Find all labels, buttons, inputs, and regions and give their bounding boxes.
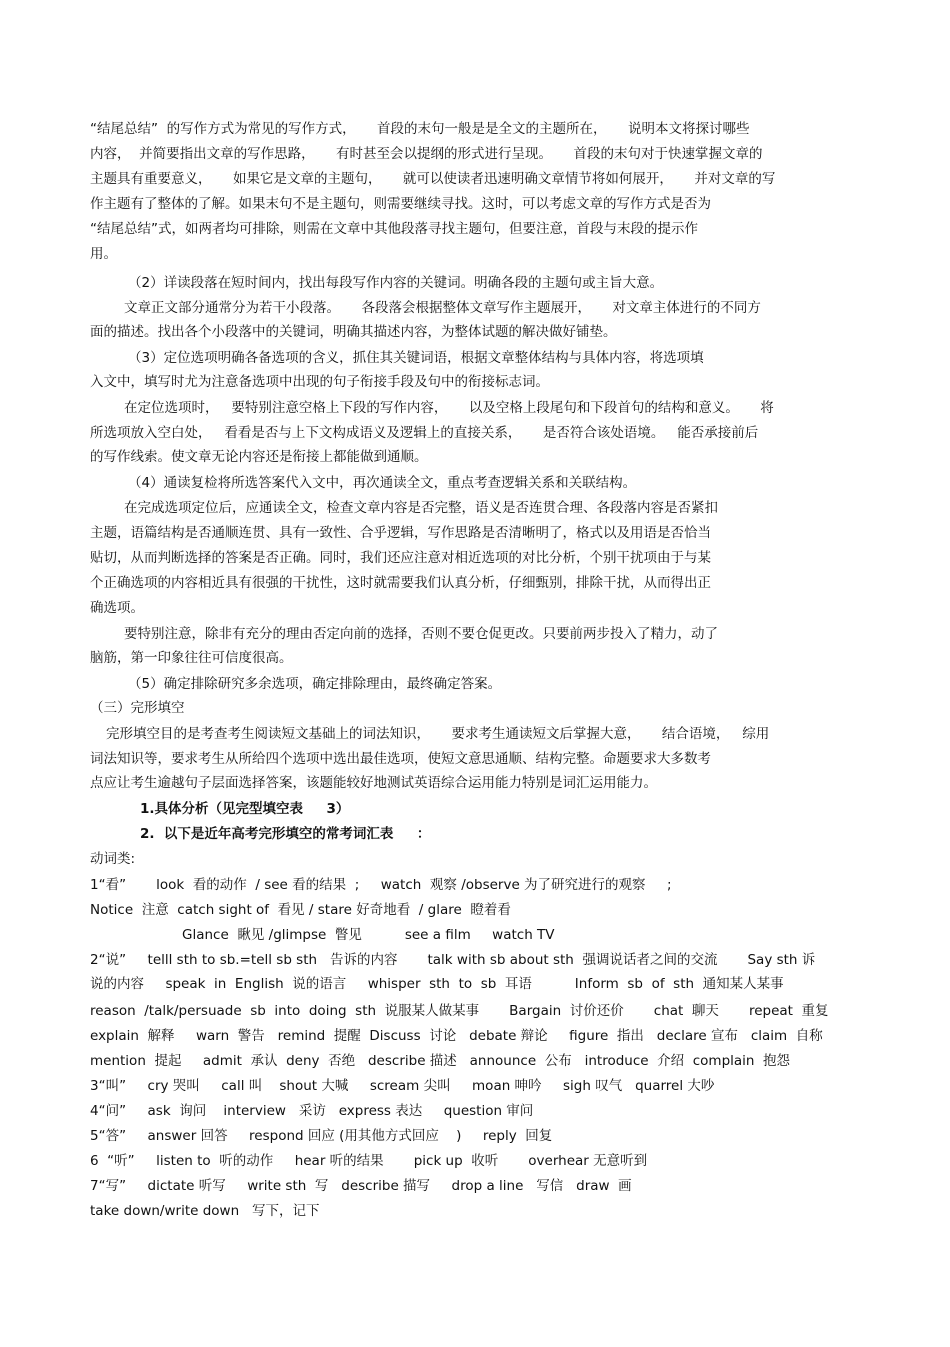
text-line: 贴切，从而判断选择的答案是否正确。同时，我们还应注意对相近选项的对比分析，个别干扰项由于与某 <box>90 550 711 566</box>
text-line: 在完成选项定位后，应通读全文，检查文章内容是否完整，语义是否连贯合理、各段落内容是否紧扣 <box>124 500 718 516</box>
text-line: 面的描述。找出各个小段落中的关键词，明确其描述内容，为整体试题的解决做好铺垫。 <box>90 324 617 340</box>
text-line: （3）定位选项明确各备选项的含义，抓住其关键词语，根据文章整体结构与具体内容，将选项填 <box>128 350 704 366</box>
text-line: 7“写” dictate 听写 write sth 写 describe 描写 drop a line 写信 draw 画 <box>90 1178 632 1194</box>
text-line: Glance 瞅见 /glimpse 瞥见 see a film watch TV <box>182 927 555 943</box>
text-line: 文章正文部分通常分为若干小段落。 各段落会根据整体文章写作主题展开， 对文章主体进行的不同方 <box>124 300 761 316</box>
text-line: 在定位选项时， 要特别注意空格上下段的写作内容， 以及空格上段尾句和下段首句的结构和意义。 将 <box>124 400 774 416</box>
text-line: 入文中，填写时尤为注意备选项中出现的句子衔接手段及句中的衔接标志词。 <box>90 374 549 390</box>
text-line: 个正确选项的内容相近具有很强的干扰性，这时就需要我们认真分析，仔细甄别，排除干扰，从而得出正 <box>90 575 711 591</box>
text-line: 脑筋，第一印象往往可信度很高。 <box>90 650 293 666</box>
text-line: （三）完形填空 <box>90 700 185 716</box>
text-line: 3“叫” cry 哭叫 call 叫 shout 大喊 scream 尖叫 moan 呻吟 sigh 叹气 quarrel 大吵 <box>90 1078 715 1094</box>
text-line: 词法知识等，要求考生从所给四个选项中选出最佳选项，使短文意思通顺、结构完整。命题要求大多数考 <box>90 751 711 767</box>
text-line: 所选项放入空白处， 看看是否与上下文构成语义及逻辑上的直接关系， 是否符合该处语境。 能否承接前后 <box>90 425 759 441</box>
text-line: “结尾总结” 的写作方式为常见的写作方式， 首段的末句一般是是全文的主题所在， 说明本文将探讨哪些 <box>90 121 750 137</box>
text-line: reason /talk/persuade sb into doing sth 说服某人做某事 Bargain 讨价还价 chat 聊天 repeat 重复 <box>90 1003 829 1019</box>
text-line: 要特别注意，除非有充分的理由否定向前的选择，否则不要仓促更改。只要前两步投入了精力，动了 <box>124 626 718 642</box>
text-line: mention 提起 admit 承认 deny 否绝 describe 描述 announce 公布 introduce 介绍 complain 抱怨 <box>90 1053 791 1069</box>
text-line: 点应让考生逾越句子层面选择答案，该题能较好地测试英语综合运用能力特别是词汇运用能力。 <box>90 775 657 791</box>
text-line: 说的内容 speak in English 说的语言 whisper sth to sb 耳语 Inform sb of sth 通知某人某事 <box>90 976 784 992</box>
text-line: 的写作线索。使文章无论内容还是衔接上都能做到通顺。 <box>90 449 428 465</box>
text-line: 6 “听” listen to 听的动作 hear 听的结果 pick up 收听 overhear 无意听到 <box>90 1153 648 1169</box>
text-line: 确选项。 <box>90 600 144 616</box>
text-line: 用。 <box>90 246 117 262</box>
text-line: 动词类: <box>90 851 136 867</box>
text-line: 2“说” telll sth to sb.=tell sb sth 告诉的内容 talk with sb about sth 强调说话者之间的交流 Say sth 诉 <box>90 952 816 968</box>
text-line: 作主题有了整体的了解。如果末句不是主题句，则需要继续寻找。这时，可以考虑文章的写作方式是否为 <box>90 196 711 212</box>
text-line: （5）确定排除研究多余选项，确定排除理由，最终确定答案。 <box>128 676 502 692</box>
text-line: explain 解释 warn 警告 remind 提醒 Discuss 讨论 debate 辩论 figure 指出 declare 宣布 claim 自称 <box>90 1028 823 1044</box>
text-line: （4）通读复检将所选答案代入文中，再次通读全文，重点考查逻辑关系和关联结构。 <box>128 475 637 491</box>
text-line: 5“答” answer 回答 respond 回应 (用其他方式回应 ) reply 回复 <box>90 1128 553 1144</box>
text-line: “结尾总结”式，如两者均可排除，则需在文章中其他段落寻找主题句，但要注意，首段与末段的提示作 <box>90 221 698 237</box>
text-line: （2）详读段落在短时间内，找出每段写作内容的关键词。明确各段的主题句或主旨大意。 <box>128 275 664 291</box>
text-line: 完形填空目的是考查考生阅读短文基础上的词法知识， 要求考生通读短文后掌握大意， 结合语境， 综用 <box>106 726 770 742</box>
text-line: 主题，语篇结构是否通顺连贯、具有一致性、合乎逻辑，写作思路是否清晰明了，格式以及用语是否恰当 <box>90 525 711 541</box>
text-line: 内容， 并简要指出文章的写作思路， 有时甚至会以提纲的形式进行呈现。 首段的末句对于快速掌握文章的 <box>90 146 763 162</box>
text-line: 1“看” look 看的动作 / see 看的结果 ; watch 观察 /observe 为了研究进行的观察 ; <box>90 877 672 893</box>
text-line: 4“问” ask 询问 interview 采访 express 表达 question 审问 <box>90 1103 534 1119</box>
text-line: Notice 注意 catch sight of 看见 / stare 好奇地看 / glare 瞪着看 <box>90 902 511 918</box>
text-line: 2. 以下是近年高考完形填空的常考词汇表 ： <box>140 826 431 842</box>
text-line: 主题具有重要意义， 如果它是文章的主题句， 就可以使读者迅速明确文章情节将如何展开， 并对文章的写 <box>90 171 776 187</box>
text-line: take down/write down 写下，记下 <box>90 1203 320 1219</box>
text-line: 1.具体分析（见完型填空表 3） <box>140 801 350 817</box>
